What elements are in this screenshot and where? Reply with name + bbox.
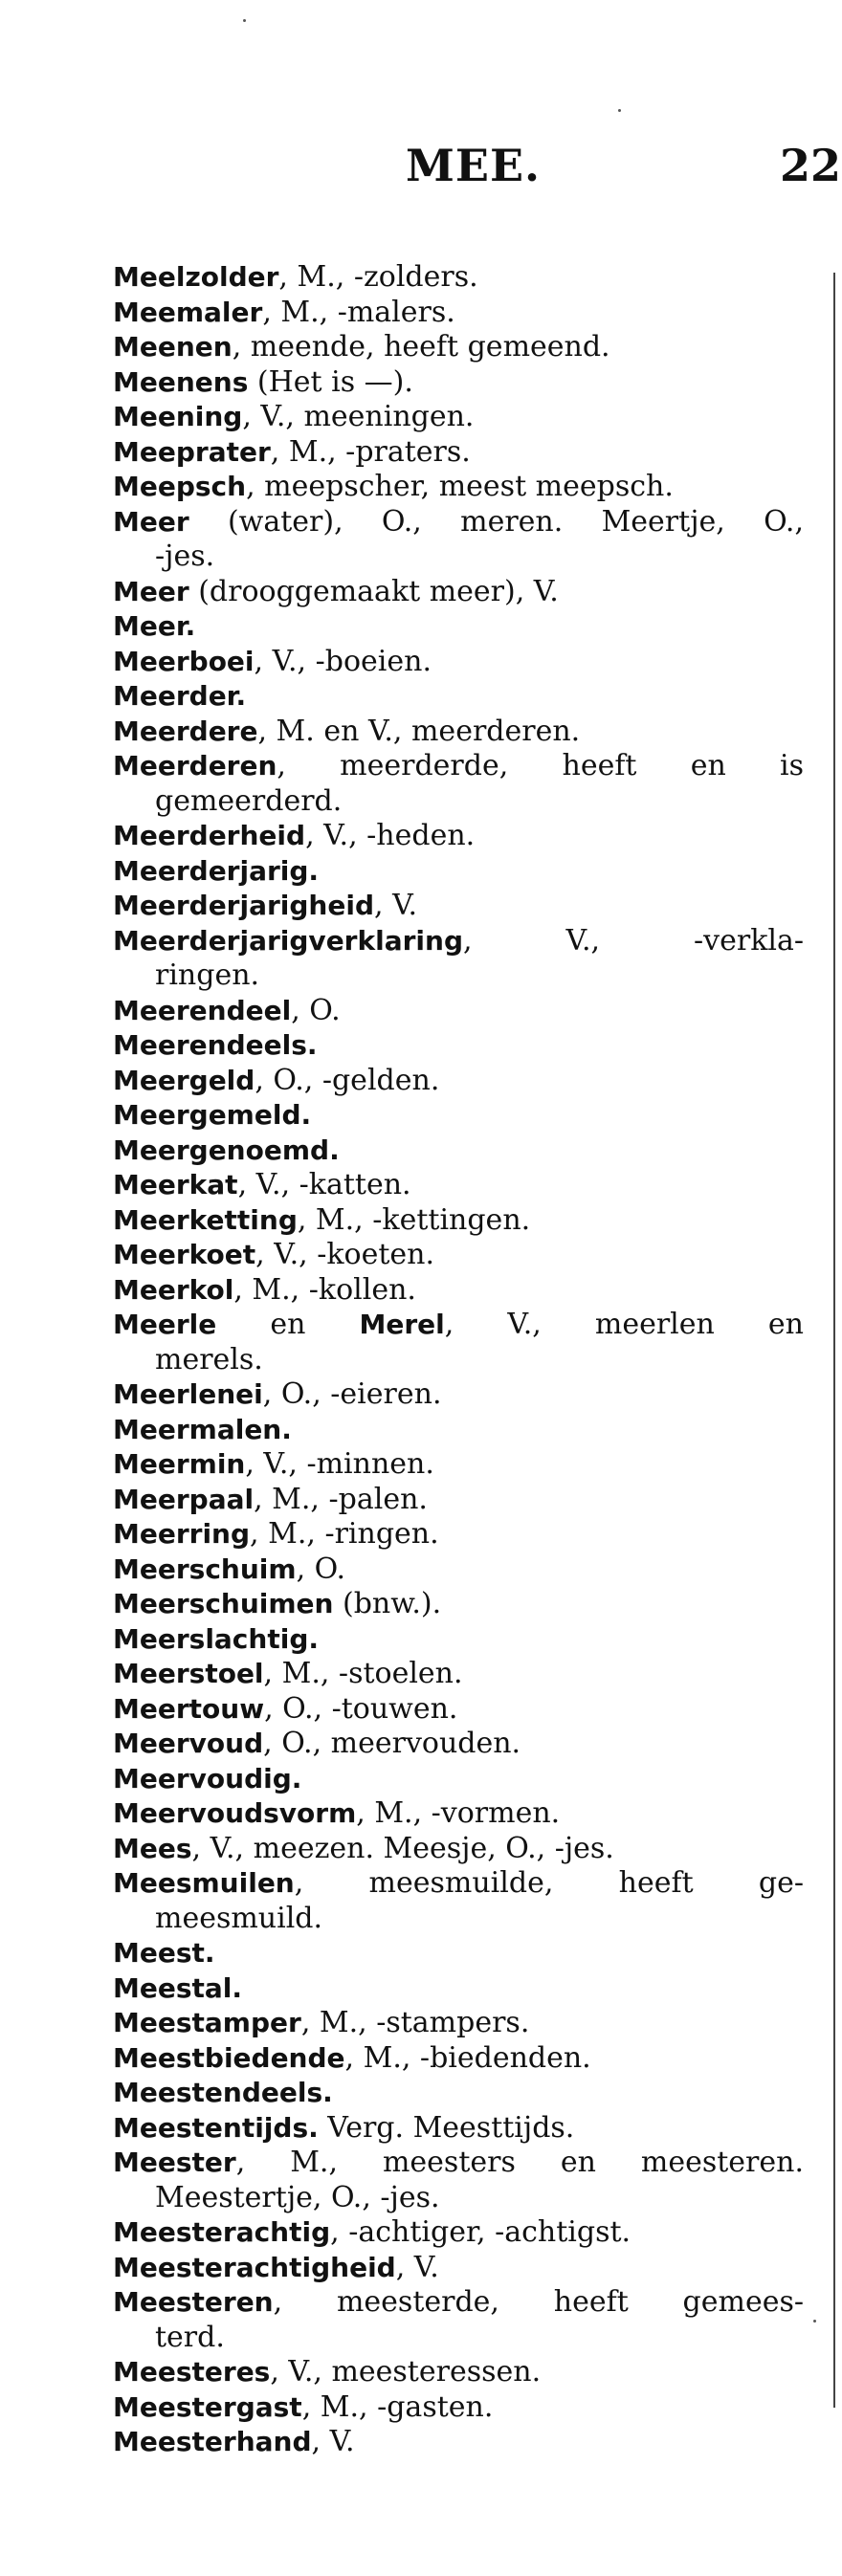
entry-headword: Meesterachtig bbox=[113, 2216, 331, 2248]
dictionary-entry bbox=[113, 1413, 804, 1448]
dictionary-entry bbox=[113, 1028, 804, 1064]
entry-definition: , V., meesteressen. bbox=[270, 2355, 542, 2389]
dictionary-entry bbox=[113, 2076, 804, 2111]
entry-headword: Meerderheid bbox=[113, 820, 306, 851]
dictionary-entry bbox=[113, 854, 804, 890]
entry-definition: , O. bbox=[291, 993, 341, 1027]
dictionary-entry bbox=[113, 889, 804, 924]
dictionary-entry bbox=[113, 645, 804, 680]
dictionary-entry bbox=[113, 1168, 804, 1203]
dictionary-entry bbox=[113, 679, 804, 715]
entry-headword: Meester bbox=[113, 2147, 236, 2178]
column-rule bbox=[833, 273, 835, 2408]
entry-definition: , M., -biedenden. bbox=[344, 2040, 591, 2075]
entry-definition: , V., meezen. Meesje, O., -jes. bbox=[191, 1831, 614, 1865]
dictionary-entry bbox=[113, 1866, 804, 1902]
entry-headword: Meestergast bbox=[113, 2390, 302, 2423]
dictionary-entry bbox=[113, 1203, 804, 1239]
dictionary-entry bbox=[113, 1832, 804, 1867]
entry-headword: Meer. bbox=[113, 610, 196, 642]
entry-headword: Meemaler bbox=[113, 296, 263, 328]
entry-headword: Meerkoet bbox=[113, 1239, 256, 1270]
dictionary-entry bbox=[113, 1727, 804, 1762]
entry-headword: Meervoudsvorm bbox=[113, 1797, 357, 1829]
entry-definition: , M., -zolders. bbox=[278, 260, 478, 294]
entry-definition: , M., -stoelen. bbox=[263, 1657, 463, 1690]
entry-headword: Meesterhand bbox=[113, 2426, 312, 2457]
entry-definition: , meerderde, heeft en is bbox=[277, 749, 804, 782]
entry-headword: Meerschuim bbox=[113, 1552, 297, 1585]
dictionary-entry bbox=[113, 2355, 804, 2390]
entry-headword: Meerring bbox=[113, 1518, 251, 1550]
entry-definition: , V., meeningen. bbox=[242, 400, 475, 433]
entry-headword: Meerstoel bbox=[113, 1658, 264, 1689]
entry-headword: Meesteres bbox=[113, 2356, 271, 2388]
dictionary-entry bbox=[113, 1308, 804, 1343]
entry-headword: Meestbiedende bbox=[113, 2041, 345, 2074]
entry-headword: Meesmuilen bbox=[113, 1867, 295, 1899]
entry-headword: Meenens bbox=[113, 365, 249, 398]
entry-definition: en bbox=[216, 1308, 360, 1341]
entry-definition: , O., -gelden. bbox=[255, 1063, 440, 1097]
entry-headword: Meerboei bbox=[113, 645, 255, 677]
entry-definition: , O., -eieren. bbox=[262, 1377, 442, 1411]
entry-definition: , meende, heeft gemeend. bbox=[232, 330, 610, 363]
entry-continuation: meesmuild. bbox=[155, 1901, 323, 1935]
entry-headword: Meertouw bbox=[113, 1692, 265, 1725]
dictionary-entry bbox=[113, 1971, 804, 2007]
entry-continuation: -jes. bbox=[155, 539, 215, 573]
entry-definition: , -achtiger, -achtigst. bbox=[330, 2215, 632, 2249]
entry-definition: , M. en V., meerderen. bbox=[257, 714, 581, 748]
entry-headword: Meerendeel bbox=[113, 994, 292, 1026]
entry-headword: Meerdere bbox=[113, 715, 258, 747]
dictionary-entry bbox=[113, 2390, 804, 2426]
dictionary-entry bbox=[113, 2111, 804, 2147]
entry-headword: Meenen bbox=[113, 331, 233, 363]
dictionary-entry bbox=[113, 1098, 804, 1134]
entry-definition: , M., -vormen. bbox=[356, 1796, 561, 1830]
dictionary-entry bbox=[113, 330, 804, 365]
entry-definition: (Het is —). bbox=[248, 364, 413, 399]
dictionary-entry bbox=[113, 1134, 804, 1169]
entry-headword: Meelzolder bbox=[113, 261, 279, 293]
dictionary-entry bbox=[113, 296, 804, 331]
entry-definition: , O., meervouden. bbox=[263, 1727, 521, 1760]
entry-definition: , V., -koeten. bbox=[255, 1238, 435, 1271]
entry-definition: , M., -malers. bbox=[262, 295, 455, 329]
dictionary-entry bbox=[113, 2146, 804, 2181]
dictionary-entry bbox=[113, 609, 804, 645]
dictionary-entry bbox=[113, 1622, 804, 1658]
dictionary-entry bbox=[113, 2251, 804, 2286]
entry-list bbox=[113, 260, 804, 2460]
page-number: 22 bbox=[780, 140, 842, 191]
entry-definition: , M., -kollen. bbox=[233, 1272, 416, 1307]
dictionary-entry bbox=[113, 819, 804, 854]
entry-headword: Meerketting bbox=[113, 1203, 298, 1236]
entry-headword: Meerderjarigheid bbox=[113, 890, 374, 921]
entry-headword: Meestendeels. bbox=[113, 2077, 333, 2108]
entry-definition: Verg. Meesttijds. bbox=[318, 2110, 575, 2145]
entry-definition: (water), O., meren. Meertje, O., bbox=[188, 504, 804, 539]
entry-definition: , V. bbox=[374, 889, 418, 922]
dictionary-entry bbox=[113, 1692, 804, 1728]
dictionary-entry bbox=[113, 1762, 804, 1797]
entry-headword: Meesteren bbox=[113, 2286, 274, 2318]
entry-definition: , V. bbox=[395, 2250, 439, 2284]
entry-definition: , V., -katten. bbox=[237, 1168, 411, 1201]
dictionary-entry bbox=[113, 1552, 804, 1588]
entry-headword: Meergemeld. bbox=[113, 1099, 312, 1131]
entry-headword: Meervoudig. bbox=[113, 1762, 302, 1794]
dictionary-entry bbox=[113, 1447, 804, 1483]
dictionary-entry bbox=[113, 1273, 804, 1309]
entry-headword: Meergenoemd. bbox=[113, 1134, 340, 1166]
entry-headword: Meerderjarigverklaring bbox=[113, 924, 463, 957]
dictionary-entry bbox=[113, 505, 804, 540]
dictionary-entry bbox=[113, 1657, 804, 1692]
dictionary-entry bbox=[113, 2285, 804, 2321]
entry-definition: , V., -heden. bbox=[305, 819, 476, 852]
entry-headword: Meepsch bbox=[113, 471, 247, 502]
entry-headword: Meer bbox=[113, 505, 189, 538]
entry-definition: , M., -kettingen. bbox=[297, 1202, 531, 1237]
dictionary-entry bbox=[113, 365, 804, 401]
entry-definition: , M., -praters. bbox=[270, 434, 471, 469]
entry-headword: Meerkat bbox=[113, 1169, 238, 1200]
print-speck bbox=[618, 109, 621, 112]
entry-definition: , V., -boeien. bbox=[254, 644, 432, 678]
dictionary-entry bbox=[113, 994, 804, 1029]
dictionary-entry bbox=[113, 1377, 804, 1413]
entry-definition: , V., -minnen. bbox=[245, 1447, 434, 1481]
entry-definition: , meepscher, meest meepsch. bbox=[246, 470, 674, 503]
entry-headword: Meestamper bbox=[113, 2007, 301, 2038]
dictionary-entry bbox=[113, 715, 804, 750]
print-speck bbox=[813, 2320, 816, 2323]
entry-definition: , O. bbox=[296, 1552, 346, 1586]
dictionary-entry bbox=[113, 749, 804, 784]
entry-headword: Meerlenei bbox=[113, 1378, 263, 1410]
entry-headword-variant: Merel bbox=[359, 1309, 445, 1340]
entry-definition: , V. bbox=[311, 2425, 355, 2458]
entry-headword: Meerendeels. bbox=[113, 1029, 318, 1061]
dictionary-entry bbox=[113, 435, 804, 471]
entry-definition: (drooggemaakt meer), V. bbox=[188, 574, 559, 608]
entry-definition: , V., meerlen en bbox=[444, 1308, 804, 1341]
dictionary-entry bbox=[113, 1238, 804, 1273]
entry-headword: Meergeld bbox=[113, 1064, 255, 1096]
running-head: MEE. bbox=[406, 140, 542, 191]
entry-headword: Meerslachtig. bbox=[113, 1622, 320, 1655]
dictionary-entry bbox=[113, 575, 804, 610]
entry-definition: , meesterde, heeft gemees- bbox=[273, 2285, 804, 2319]
entry-definition: , M., -gasten. bbox=[301, 2389, 494, 2424]
dictionary-entry bbox=[113, 400, 804, 435]
entry-headword: Mees bbox=[113, 1832, 192, 1864]
entry-headword: Meesterachtigheid bbox=[113, 2251, 396, 2283]
entry-headword: Meerschuimen bbox=[113, 1588, 334, 1619]
dictionary-entry bbox=[113, 470, 804, 505]
dictionary-entry bbox=[113, 1483, 804, 1518]
entry-definition: , meesmuilde, heeft ge- bbox=[294, 1866, 804, 1900]
entry-headword: Meermalen. bbox=[113, 1413, 292, 1445]
dictionary-entry bbox=[113, 2041, 804, 2077]
entry-continuation: terd. bbox=[155, 2320, 225, 2354]
entry-headword: Meerderen bbox=[113, 750, 277, 782]
entry-headword: Meerle bbox=[113, 1309, 217, 1340]
dictionary-entry bbox=[113, 1587, 804, 1622]
dictionary-entry bbox=[113, 2425, 804, 2460]
entry-headword: Meeprater bbox=[113, 435, 271, 468]
dictionary-entry bbox=[113, 1064, 804, 1099]
dictionary-entry bbox=[113, 2006, 804, 2041]
entry-headword: Meest. bbox=[113, 1937, 215, 1969]
entry-definition: , O., -touwen. bbox=[264, 1691, 458, 1726]
entry-definition: (bnw.). bbox=[333, 1587, 442, 1620]
entry-headword: Meerder. bbox=[113, 680, 247, 712]
entry-headword: Meestentijds. bbox=[113, 2111, 319, 2144]
dictionary-entry bbox=[113, 1517, 804, 1552]
entry-definition: , M., -stampers. bbox=[300, 2006, 530, 2039]
entry-headword: Meervoud bbox=[113, 1728, 264, 1759]
entry-definition: , M., -ringen. bbox=[250, 1517, 439, 1551]
entry-definition: , V., -verkla- bbox=[462, 923, 804, 958]
entry-headword: Meermin bbox=[113, 1448, 246, 1480]
dictionary-entry bbox=[113, 260, 804, 296]
entry-headword: Meerpaal bbox=[113, 1483, 255, 1515]
entry-continuation: Meestertje, O., -jes. bbox=[155, 2180, 440, 2214]
dictionary-entry bbox=[113, 924, 804, 959]
entry-continuation: ringen. bbox=[155, 958, 260, 992]
entry-headword: Meer bbox=[113, 575, 189, 607]
dictionary-entry bbox=[113, 1796, 804, 1832]
dictionary-entry bbox=[113, 1936, 804, 1971]
entry-headword: Meestal. bbox=[113, 1971, 243, 2004]
dictionary-entry bbox=[113, 2215, 804, 2251]
entry-headword: Meerderjarig. bbox=[113, 854, 320, 887]
entry-definition: , M., -palen. bbox=[254, 1482, 428, 1516]
entry-definition: , M., meesters en meesteren. bbox=[235, 2146, 804, 2179]
entry-headword: Meerkol bbox=[113, 1273, 234, 1306]
entry-continuation: gemeerderd. bbox=[155, 783, 343, 818]
entry-continuation: merels. bbox=[155, 1342, 263, 1376]
print-speck bbox=[243, 19, 246, 22]
entry-headword: Meening bbox=[113, 401, 243, 432]
